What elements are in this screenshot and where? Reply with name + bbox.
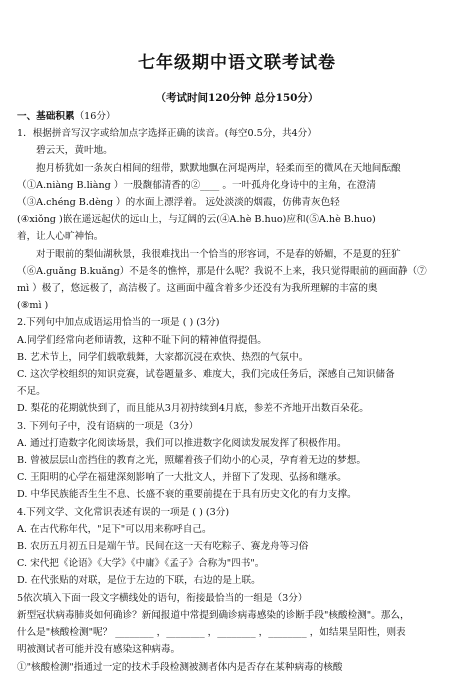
passage-line: mì ）极了，悠远极了，高洁极了。这画面中蕴含着多少还没有为我所理解的丰富的奥	[17, 283, 378, 295]
exam-info: （考试时间120分钟 总分150分）	[155, 92, 319, 104]
page-title: 七年级期中语文联考试卷	[138, 53, 336, 73]
section-title: 一、基础积累	[17, 111, 75, 122]
passage-line: 碧云天，黄叶地。	[36, 145, 113, 157]
option-a: A.同学们经常向老师请教，这种不耻下问的精神值得提倡。	[17, 334, 267, 346]
section-heading	[17, 108, 459, 125]
passage-line: (⑧mì )	[17, 300, 49, 312]
question-5: 5依次填入下面一段文字横线处的语句，衔接最恰当的一组是（3分）	[17, 592, 308, 604]
question-1: 1．根据拼音写汉字或给加点字选择正确的读音。(每空0.5分，共4分）	[17, 128, 317, 140]
exam-body	[17, 108, 459, 676]
option-c-cont: 不足。	[17, 386, 46, 398]
option-a: A. 通过打造数字化阅读场景，我们可以推进数字化阅读发展发挥了积极作用。	[17, 437, 347, 449]
option-c: C. 宋代把《论语》《大学》《中庸》《孟子》合称为"四书"。	[17, 558, 265, 570]
passage-line: 抱月桥犹如一条灰白相间的纽带，默默地飘在河堤两岸，轻柔而至的微风在天地间酝酿	[36, 162, 401, 174]
option-a: A. 在古代称年代，"足下"可以用来称呼自己。	[17, 523, 212, 535]
passage-line: (④xiǒng )嵌在遥远起伏的远山上，与辽阔的云(④A.hè B.huo)应和(⑤A.hè B.huo)	[17, 214, 376, 226]
passage-line: （①A.niàng B.liàng ）一股馥郁清香的②____ 。一叶孤舟化身诗中的主角，在澄清	[17, 179, 376, 191]
passage-line: 对于眼前的梨仙湖秋景，我很难找出一个恰当的形容词，不是春的娇媚，不是夏的狂犷	[36, 248, 401, 260]
question-3: 3. 下列句子中，没有语病的一项是（3分）	[17, 420, 199, 432]
option-d: D. 梨花的花期就快到了，而且能从3月初持续到4月底，参差不齐地开出数百朵花。	[17, 403, 369, 415]
option-b: B. 艺术节上，同学们载歌载舞，大家都沉浸在欢快、热烈的气氛中。	[17, 351, 309, 363]
option-b: B. 曾被层层山峦挡住的教育之光，照耀着孩子们幼小的心灵，孕育着无边的梦想。	[17, 455, 366, 467]
option-d: D. 在代张贴的对联，是位于左边的下联，右边的是上联。	[17, 575, 261, 587]
option-c: C. 这次学校组织的知识竞赛，试卷题量多、难度大，我们完成任务后，深感自己知识储备	[17, 369, 395, 381]
option-d: D. 中华民族能否生生不息、长盛不衰的重要前提在于具有历史文化的有力支撑。	[17, 489, 357, 501]
passage-line: 着，让人心旷神怡。	[17, 231, 104, 243]
option-c: C. 王阳明的心学在福建深刻影响了一大批文人，并留下了发现、弘扬和继承。	[17, 472, 347, 484]
section-points: （16分）	[74, 111, 116, 122]
question-4: 4.下列文学、文化常识表述有误的一项是 ( ) (3分)	[17, 506, 230, 518]
passage-line: （③A.chéng B.dèng ）的水面上漂浮着。 远处淡淡的烟霞，仿佛青灰色轻	[17, 197, 340, 209]
passage-line: 什么是"核酸检测"呢？ ________ ，________ ，________ ，________ ，如结果呈阳性，则表	[17, 627, 406, 639]
passage-line: 明被测试者可能并没有感染这种病毒。	[17, 644, 181, 656]
passage-line: 新型冠状病毒肺炎如何确诊？新闻报道中常提到确诊病毒感染的诊断手段"核酸检测"。那么，	[17, 609, 410, 621]
question-2: 2.下列句中加点成语运用恰当的一项是 ( ) (3分)	[17, 317, 220, 329]
passage-line: （⑥A.guǎng B.kuǎng）不是冬的憔悴，那是什么呢？我说不上来，我只觉得眼前的画面静（⑦	[17, 265, 427, 277]
option-item: ①"核酸检测"指通过一定的技术手段检测被测者体内是否存在某种病毒的核酸	[17, 661, 343, 673]
option-b: B. 农历五月初五日是端午节。民间在这一天有吃粽子、赛龙舟等习俗	[17, 541, 309, 553]
